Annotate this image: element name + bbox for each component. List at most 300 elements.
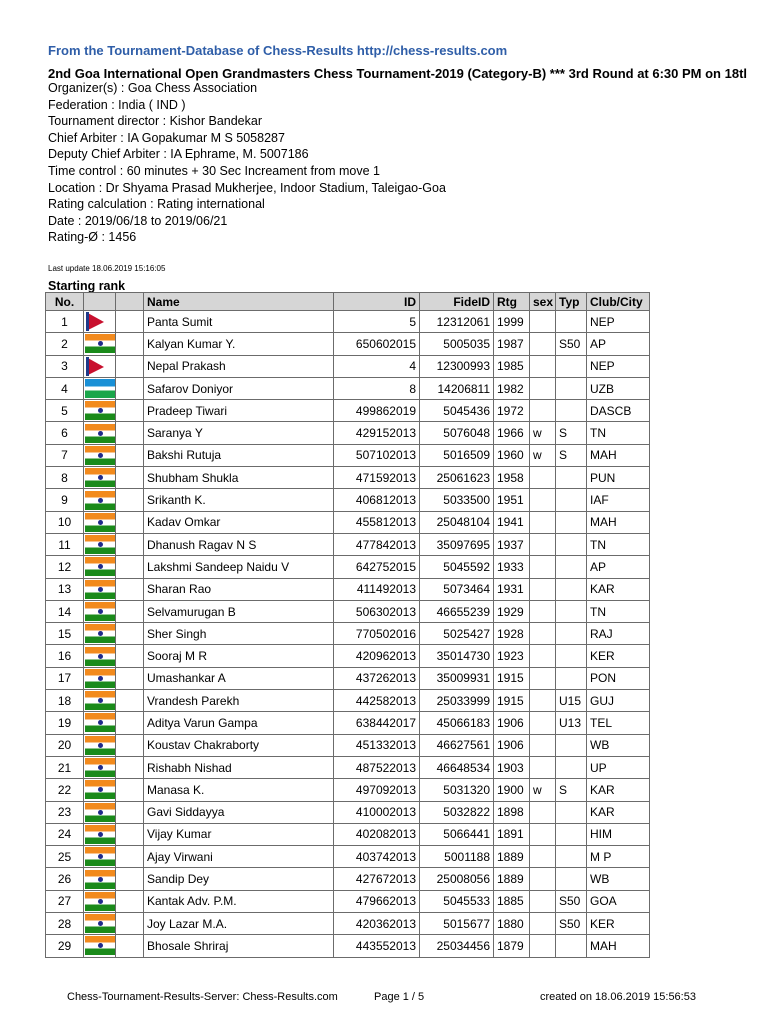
club-city: PUN [587,467,650,489]
club-city: HIM [587,823,650,845]
player-name: Srikanth K. [144,489,334,511]
player-id: 427672013 [334,868,420,890]
player-id: 437262013 [334,667,420,689]
player-id: 451332013 [334,734,420,756]
club-city: KER [587,645,650,667]
club-city: UP [587,756,650,778]
title-cell [116,846,144,868]
sex [530,913,556,935]
footer-server: Chess-Tournament-Results-Server: Chess-Results.com [67,991,338,1003]
player-name: Kantak Adv. P.M. [144,890,334,912]
rating: 1903 [494,756,530,778]
india-flag-icon [85,758,115,777]
player-name: Sher Singh [144,623,334,645]
fide-id: 5045436 [420,400,494,422]
type [556,355,587,377]
flag-cell [84,623,116,645]
sex: w [530,779,556,801]
player-name: Rishabh Nishad [144,756,334,778]
sex [530,556,556,578]
fide-id: 5031320 [420,779,494,801]
rank-number: 26 [46,868,84,890]
flag-cell [84,756,116,778]
type: U15 [556,690,587,712]
india-flag-icon [85,535,115,554]
rating: 1880 [494,913,530,935]
club-city: KAR [587,578,650,600]
club-city: RAJ [587,623,650,645]
fide-id: 5045533 [420,890,494,912]
club-city: WB [587,868,650,890]
table-row [46,913,650,935]
type [556,823,587,845]
flag-cell [84,913,116,935]
type [556,377,587,399]
club-city: UZB [587,377,650,399]
sex [530,311,556,333]
player-name: Vijay Kumar [144,823,334,845]
sex [530,935,556,957]
player-name: Selvamurugan B [144,600,334,622]
player-name: Aditya Varun Gampa [144,712,334,734]
col-header-fideid: FideID [420,293,494,311]
fide-id: 35097695 [420,533,494,555]
title-cell [116,333,144,355]
table-row [46,600,650,622]
rank-number: 15 [46,623,84,645]
flag-cell [84,444,116,466]
footer-page-number: Page 1 / 5 [374,991,425,1003]
rating: 1900 [494,779,530,801]
rank-number: 10 [46,511,84,533]
flag-cell [84,533,116,555]
title-cell [116,913,144,935]
rank-number: 3 [46,355,84,377]
title-cell [116,935,144,957]
info-line: Location : Dr Shyama Prasad Mukherjee, Indoor Stadium, Taleigao-Goa [48,180,446,195]
fide-id: 5045592 [420,556,494,578]
table-row [46,846,650,868]
club-city: TN [587,422,650,444]
club-city: GOA [587,890,650,912]
sex [530,868,556,890]
player-name: Vrandesh Parekh [144,690,334,712]
sex [530,511,556,533]
club-city: M P [587,846,650,868]
fide-id: 5033500 [420,489,494,511]
col-header-rtg: Rtg [494,293,530,311]
india-flag-icon [85,557,115,576]
player-id: 411492013 [334,578,420,600]
india-flag-icon [85,491,115,510]
player-name: Dhanush Ragav N S [144,533,334,555]
sex [530,623,556,645]
starting-rank-table [45,292,650,958]
rank-number: 22 [46,779,84,801]
info-line: Rating-Ø : 1456 [48,230,137,245]
india-flag-icon [85,803,115,822]
fide-id: 25034456 [420,935,494,957]
player-name: Nepal Prakash [144,355,334,377]
nep-flag-icon [85,357,115,376]
type [556,801,587,823]
fide-id: 12300993 [420,355,494,377]
rank-number: 19 [46,712,84,734]
fide-id: 25061623 [420,467,494,489]
flag-cell [84,333,116,355]
last-update: Last update 18.06.2019 15:16:05 [48,264,166,273]
title-cell [116,667,144,689]
title-cell [116,734,144,756]
club-city: DASCB [587,400,650,422]
type [556,667,587,689]
title-cell [116,712,144,734]
sex [530,333,556,355]
flag-cell [84,890,116,912]
rating: 1885 [494,890,530,912]
sex [530,667,556,689]
source-link[interactable]: From the Tournament-Database of Chess-Results http://chess-results.com [48,43,508,58]
rank-number: 1 [46,311,84,333]
type [556,756,587,778]
rating: 1906 [494,734,530,756]
player-name: Safarov Doniyor [144,377,334,399]
rating: 1951 [494,489,530,511]
type [556,400,587,422]
india-flag-icon [85,713,115,732]
type [556,600,587,622]
player-id: 8 [334,377,420,399]
player-name: Joy Lazar M.A. [144,913,334,935]
india-flag-icon [85,780,115,799]
sex [530,690,556,712]
flag-cell [84,667,116,689]
table-row [46,890,650,912]
india-flag-icon [85,870,115,889]
table-row [46,623,650,645]
flag-cell [84,600,116,622]
player-name: Koustav Chakraborty [144,734,334,756]
table-row [46,756,650,778]
rating: 1889 [494,846,530,868]
club-city: NEP [587,311,650,333]
fide-id: 5005035 [420,333,494,355]
sex [530,467,556,489]
type: U13 [556,712,587,734]
type [556,734,587,756]
table-row [46,444,650,466]
club-city: KER [587,913,650,935]
sex [530,355,556,377]
player-id: 506302013 [334,600,420,622]
rank-number: 8 [46,467,84,489]
table-row [46,823,650,845]
player-name: Lakshmi Sandeep Naidu V [144,556,334,578]
uzb-flag-icon [85,379,115,398]
player-id: 402082013 [334,823,420,845]
sex [530,734,556,756]
sex [530,645,556,667]
rating: 1985 [494,355,530,377]
sex [530,600,556,622]
rank-number: 6 [46,422,84,444]
table-row [46,779,650,801]
india-flag-icon [85,513,115,532]
rating: 1982 [494,377,530,399]
india-flag-icon [85,468,115,487]
fide-id: 5016509 [420,444,494,466]
flag-cell [84,311,116,333]
player-id: 4 [334,355,420,377]
club-city: NEP [587,355,650,377]
col-header-sex: sex [530,293,556,311]
fide-id: 12312061 [420,311,494,333]
title-cell [116,444,144,466]
player-id: 642752015 [334,556,420,578]
player-id: 497092013 [334,779,420,801]
player-name: Bakshi Rutuja [144,444,334,466]
club-city: PON [587,667,650,689]
player-id: 477842013 [334,533,420,555]
rating: 1931 [494,578,530,600]
player-id: 455812013 [334,511,420,533]
title-cell [116,756,144,778]
flag-cell [84,400,116,422]
title-cell [116,645,144,667]
player-name: Gavi Siddayya [144,801,334,823]
fide-id: 35014730 [420,645,494,667]
type [556,846,587,868]
col-header-typ: Typ [556,293,587,311]
flag-cell [84,712,116,734]
info-line: Rating calculation : Rating international [48,197,265,212]
rating: 1958 [494,467,530,489]
fide-id: 46655239 [420,600,494,622]
india-flag-icon [85,334,115,353]
type [556,868,587,890]
india-flag-icon [85,691,115,710]
player-id: 403742013 [334,846,420,868]
rank-number: 2 [46,333,84,355]
flag-cell [84,690,116,712]
info-line: Deputy Chief Arbiter : IA Ephrame, M. 5007186 [48,147,309,162]
india-flag-icon [85,669,115,688]
player-id: 410002013 [334,801,420,823]
fide-id: 5001188 [420,846,494,868]
club-city: TN [587,600,650,622]
title-cell [116,400,144,422]
rank-number: 21 [46,756,84,778]
rank-number: 25 [46,846,84,868]
table-row [46,935,650,957]
rank-number: 29 [46,935,84,957]
sex [530,377,556,399]
table-row [46,355,650,377]
rank-number: 7 [46,444,84,466]
rank-number: 28 [46,913,84,935]
table-row [46,511,650,533]
rank-number: 13 [46,578,84,600]
player-name: Kalyan Kumar Y. [144,333,334,355]
table-row [46,533,650,555]
club-city: IAF [587,489,650,511]
fide-id: 5015677 [420,913,494,935]
title-cell [116,511,144,533]
rank-number: 18 [46,690,84,712]
info-line: Date : 2019/06/18 to 2019/06/21 [48,213,228,228]
title-cell [116,489,144,511]
club-city: AP [587,333,650,355]
india-flag-icon [85,936,115,955]
player-id: 420962013 [334,645,420,667]
player-name: Panta Sumit [144,311,334,333]
flag-cell [84,823,116,845]
footer-created: created on 18.06.2019 15:56:53 [540,991,696,1003]
flag-cell [84,511,116,533]
sex [530,801,556,823]
fide-id: 14206811 [420,377,494,399]
type: S [556,444,587,466]
flag-cell [84,556,116,578]
club-city: GUJ [587,690,650,712]
col-header-club: Club/City [587,293,650,311]
rank-number: 14 [46,600,84,622]
title-cell [116,690,144,712]
col-header-name: Name [144,293,334,311]
sex [530,489,556,511]
nep-flag-icon [85,312,115,331]
india-flag-icon [85,401,115,420]
club-city: KAR [587,801,650,823]
table-row [46,333,650,355]
fide-id: 5032822 [420,801,494,823]
flag-cell [84,467,116,489]
sex [530,846,556,868]
flag-cell [84,578,116,600]
fide-id: 5073464 [420,578,494,600]
flag-cell [84,868,116,890]
player-name: Sandip Dey [144,868,334,890]
title-cell [116,533,144,555]
player-id: 650602015 [334,333,420,355]
section-title: Starting rank [48,279,126,293]
player-name: Manasa K. [144,779,334,801]
player-id: 770502016 [334,623,420,645]
col-header-no: No. [46,293,84,311]
tournament-info [48,80,446,246]
fide-id: 46627561 [420,734,494,756]
table-row [46,422,650,444]
rank-number: 20 [46,734,84,756]
type [556,467,587,489]
rating: 1960 [494,444,530,466]
flag-cell [84,355,116,377]
india-flag-icon [85,446,115,465]
sex [530,890,556,912]
title-cell [116,355,144,377]
india-flag-icon [85,647,115,666]
player-id: 638442017 [334,712,420,734]
player-id: 479662013 [334,890,420,912]
rank-number: 11 [46,533,84,555]
rating: 1879 [494,935,530,957]
tournament-title: 2nd Goa International Open Grandmasters Chess Tournament-2019 (Category-B) *** 3rd Round at 6:30 PM on 18tl [48,66,748,81]
type [556,556,587,578]
fide-id: 25008056 [420,868,494,890]
title-cell [116,801,144,823]
india-flag-icon [85,847,115,866]
player-id: 442582013 [334,690,420,712]
rank-number: 5 [46,400,84,422]
table-row [46,690,650,712]
type [556,511,587,533]
club-city: AP [587,556,650,578]
sex [530,756,556,778]
india-flag-icon [85,624,115,643]
title-cell [116,823,144,845]
type: S [556,422,587,444]
table-row [46,645,650,667]
info-line: Time control : 60 minutes + 30 Sec Increament from move 1 [48,163,380,178]
sex [530,823,556,845]
club-city: TN [587,533,650,555]
rating: 1972 [494,400,530,422]
rating: 1915 [494,690,530,712]
rating: 1987 [494,333,530,355]
table-row [46,400,650,422]
player-name: Umashankar A [144,667,334,689]
fide-id: 5076048 [420,422,494,444]
sex [530,400,556,422]
col-header-id: ID [334,293,420,311]
table-row [46,556,650,578]
fide-id: 45066183 [420,712,494,734]
rating: 1929 [494,600,530,622]
title-cell [116,890,144,912]
sex [530,578,556,600]
type [556,645,587,667]
type [556,935,587,957]
player-name: Shubham Shukla [144,467,334,489]
fide-id: 25033999 [420,690,494,712]
flag-cell [84,422,116,444]
table-row [46,377,650,399]
club-city: MAH [587,935,650,957]
rating: 1898 [494,801,530,823]
info-line: Chief Arbiter : IA Gopakumar M S 5058287 [48,130,285,145]
player-name: Sooraj M R [144,645,334,667]
rank-number: 9 [46,489,84,511]
player-id: 487522013 [334,756,420,778]
rank-number: 27 [46,890,84,912]
sex: w [530,422,556,444]
flag-cell [84,489,116,511]
type [556,489,587,511]
rating: 1906 [494,712,530,734]
india-flag-icon [85,914,115,933]
fide-id: 25048104 [420,511,494,533]
info-line: Organizer(s) : Goa Chess Association [48,81,258,95]
col-header-flag [84,293,116,311]
table-row [46,311,650,333]
table-row [46,467,650,489]
rank-number: 12 [46,556,84,578]
title-cell [116,422,144,444]
club-city: TEL [587,712,650,734]
fide-id: 5025427 [420,623,494,645]
rating: 1937 [494,533,530,555]
india-flag-icon [85,825,115,844]
